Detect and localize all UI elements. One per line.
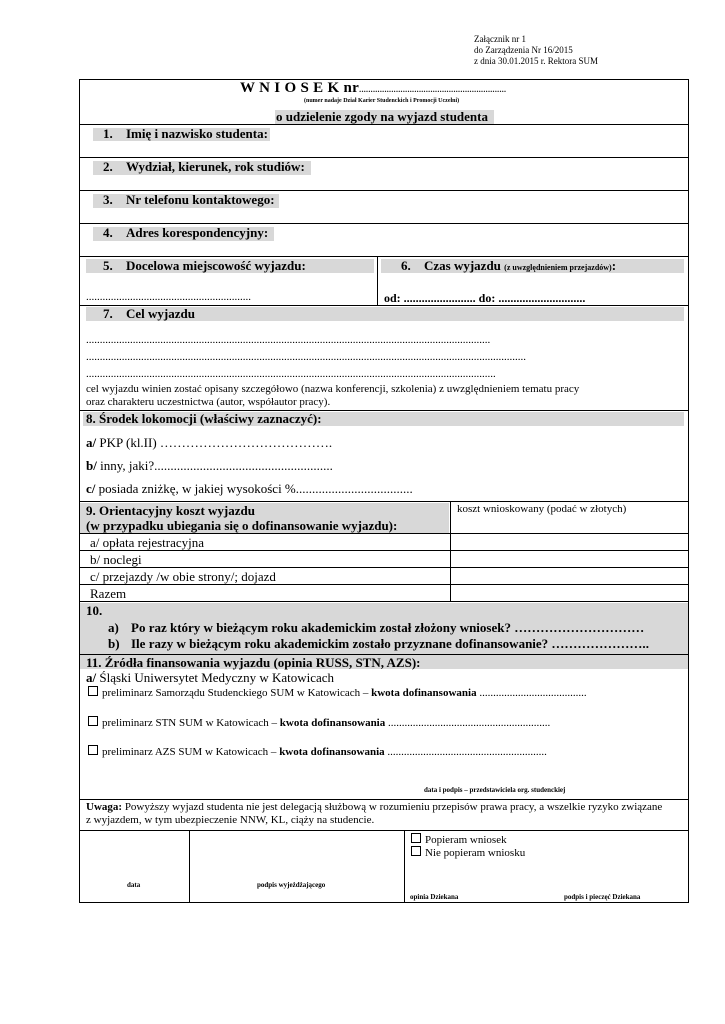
field-7-note-1: cel wyjazdu winien zostać opisany szczegółowo (nazwa konferencji, szkolenia) z uwzględnieniem tematu pracy <box>86 383 580 395</box>
question-b-label: b) <box>108 636 120 651</box>
rule <box>79 190 689 191</box>
funding-option-stn-text: preliminarz STN SUM w Katowicach – <box>102 717 280 729</box>
field-2-num: 2. <box>103 159 113 174</box>
section-8-title: 8. Środek lokomocji (właściwy zaznaczyć): <box>86 411 322 426</box>
funding-option-azs-dots: .......................................................... <box>384 746 547 758</box>
support-option <box>411 833 507 846</box>
field-3-num: 3. <box>103 192 113 207</box>
section-9-title-2: (w przypadku ubiegania się o dofinansowanie wyjazdu): <box>86 518 398 533</box>
form-number-dots: ................................................................ <box>359 85 507 94</box>
field-6-label <box>424 258 616 274</box>
option-other-text: inny, jaki?....................................................... <box>100 458 333 473</box>
rule <box>79 830 689 831</box>
support-option-text: Popieram wniosek <box>425 834 507 846</box>
field-3-label: Nr telefonu kontaktowego: <box>126 192 275 207</box>
field-6-label-text: Czas wyjazdu <box>424 258 501 273</box>
rule <box>79 567 689 568</box>
question-b-text <box>131 636 649 652</box>
section-10-num: 10. <box>86 603 103 618</box>
checkbox-icon[interactable] <box>88 745 98 755</box>
form-subtitle: o udzielenie zgody na wyjazd studenta <box>276 109 488 124</box>
question-a-label: a) <box>108 620 119 635</box>
option-discount <box>86 481 413 497</box>
nosupport-option-text: Nie popieram wniosku <box>425 847 526 859</box>
funding-option-stn <box>88 716 550 729</box>
option-discount-text: posiada zniżkę, w jakiej wysokości %.................................... <box>98 481 413 496</box>
dean-opinion-caption: opinia Dziekana <box>410 893 459 901</box>
checkbox-icon[interactable] <box>411 846 421 856</box>
field-4-label: Adres korespondencyjny: <box>126 225 269 240</box>
field-7-dots-3: ..................................................................................................................................................... <box>86 368 496 380</box>
field-7-label: Cel wyjazdu <box>126 306 195 321</box>
checkbox-icon[interactable] <box>88 716 98 726</box>
divider <box>189 830 190 903</box>
rule <box>79 501 689 502</box>
traveler-signature-caption: podpis wyjeżdżającego <box>257 881 326 889</box>
funding-option-samorzad-dots: ....................................... <box>476 687 587 699</box>
field-7-dots-2: ................................................................................................................................................................ <box>86 351 526 363</box>
rule <box>79 601 689 602</box>
field-6-num: 6. <box>401 258 411 273</box>
question-b-text-end: . <box>645 636 649 651</box>
dean-stamp-caption: podpis i pieczęć Dziekana <box>564 893 641 901</box>
option-other <box>86 458 333 474</box>
field-5-num: 5. <box>103 258 113 273</box>
option-pkp-text: PKP (kl.II) …………………………………. <box>99 435 333 450</box>
attachment-note <box>474 34 598 67</box>
attachment-line-2: do Zarządzenia Nr 16/2015 <box>474 45 573 55</box>
checkbox-icon[interactable] <box>411 833 421 843</box>
field-6-colon: : <box>611 258 617 273</box>
cost-column-header: koszt wnioskowany (podać w złotych) <box>457 503 627 515</box>
section-11-title: 11. Źródła finansowania wyjazdu (opinia RUSS, STN, AZS): <box>86 655 421 670</box>
field-6-note: (z uwzględnieniem przejazdów) <box>504 263 612 272</box>
notice-bold: Uwaga: <box>86 801 123 813</box>
rule <box>79 256 689 257</box>
cost-row-accommodation: b/ noclegi <box>90 552 142 567</box>
divider <box>377 256 378 305</box>
field-1-num: 1. <box>103 126 113 141</box>
funding-option-samorzad-text: preliminarz Samorządu Studenckiego SUM w Katowicach – <box>102 687 372 699</box>
funding-option-azs-bold: kwota dofinansowania <box>279 746 385 758</box>
option-other-label: b/ <box>86 458 97 473</box>
option-discount-label: c/ <box>86 481 96 496</box>
funding-university <box>86 670 334 686</box>
field-4-num: 4. <box>103 225 113 240</box>
field-5-label: Docelowa miejscowość wyjazdu: <box>126 258 306 273</box>
date-caption: data <box>127 881 141 889</box>
form-number-note: (numer nadaje Dział Karier Studenckich i Promocji Uczelni) <box>304 98 460 104</box>
question-b-text-main: Ile razy w bieżącym roku akademickim zostało przyznane dofinansowanie? …………………. <box>131 636 646 651</box>
form-title-text: W N I O S E K nr <box>240 80 360 96</box>
rule <box>79 799 689 800</box>
funding-option-azs-text: preliminarz AZS SUM w Katowicach – <box>102 746 280 758</box>
checkbox-icon[interactable] <box>88 686 98 696</box>
field-7-note-2: oraz charakteru uczestnictwa (autor, współautor pracy). <box>86 396 331 408</box>
field-5-dots: ............................................................ <box>86 291 251 303</box>
attachment-line-3: z dnia 30.01.2015 r. Rektora SUM <box>474 56 598 66</box>
cost-row-travel: c/ przejazdy /w obie strony/; dojazd <box>90 569 276 584</box>
rule <box>79 223 689 224</box>
funding-option-samorzad-bold: kwota dofinansowania <box>371 687 477 699</box>
funding-option-azs <box>88 745 547 758</box>
cost-row-total: Razem <box>90 586 127 601</box>
section-9-title-1: 9. Orientacyjny koszt wyjazdu <box>86 503 255 518</box>
question-a-text: Po raz który w bieżącym roku akademickim został złożony wniosek? ………………………… <box>131 620 645 635</box>
funding-university-text: Śląski Uniwersytet Medyczny w Katowicach <box>99 670 335 685</box>
divider <box>450 501 451 601</box>
option-pkp <box>86 435 332 451</box>
field-7-num: 7. <box>103 306 113 321</box>
rule <box>79 157 689 158</box>
field-6-dates: od: ........................ do: ............................. <box>384 291 586 305</box>
form-title <box>240 80 506 97</box>
funding-option-stn-bold: kwota dofinansowania <box>279 717 386 729</box>
notice-line-2: z wyjazdem, w tym ubezpieczenie NNW, KL, ciąży na studencie. <box>86 814 375 826</box>
funding-option-stn-dots: ........................................................... <box>385 717 551 729</box>
divider <box>404 830 405 903</box>
notice-line-1 <box>86 801 662 813</box>
funding-option-samorzad <box>88 686 587 699</box>
org-signature-note: data i podpis – przedstawiciela org. studenckiej <box>424 786 566 794</box>
funding-university-label: a/ <box>86 670 97 685</box>
attachment-line-1: Załącznik nr 1 <box>474 34 526 44</box>
cost-row-registration: a/ opłata rejestracyjna <box>90 535 205 550</box>
field-2-label: Wydział, kierunek, rok studiów: <box>126 159 305 174</box>
notice-text-1: Powyższy wyjazd studenta nie jest delegacją służbową w rozumieniu przepisów prawa pracy, a wszelkie ryzyko związane <box>122 801 663 813</box>
nosupport-option <box>411 846 525 859</box>
option-pkp-label: a/ <box>86 435 97 450</box>
field-1-label: Imię i nazwisko studenta: <box>126 126 268 141</box>
field-7-dots-1: ................................................................................................................................................... <box>86 334 491 346</box>
